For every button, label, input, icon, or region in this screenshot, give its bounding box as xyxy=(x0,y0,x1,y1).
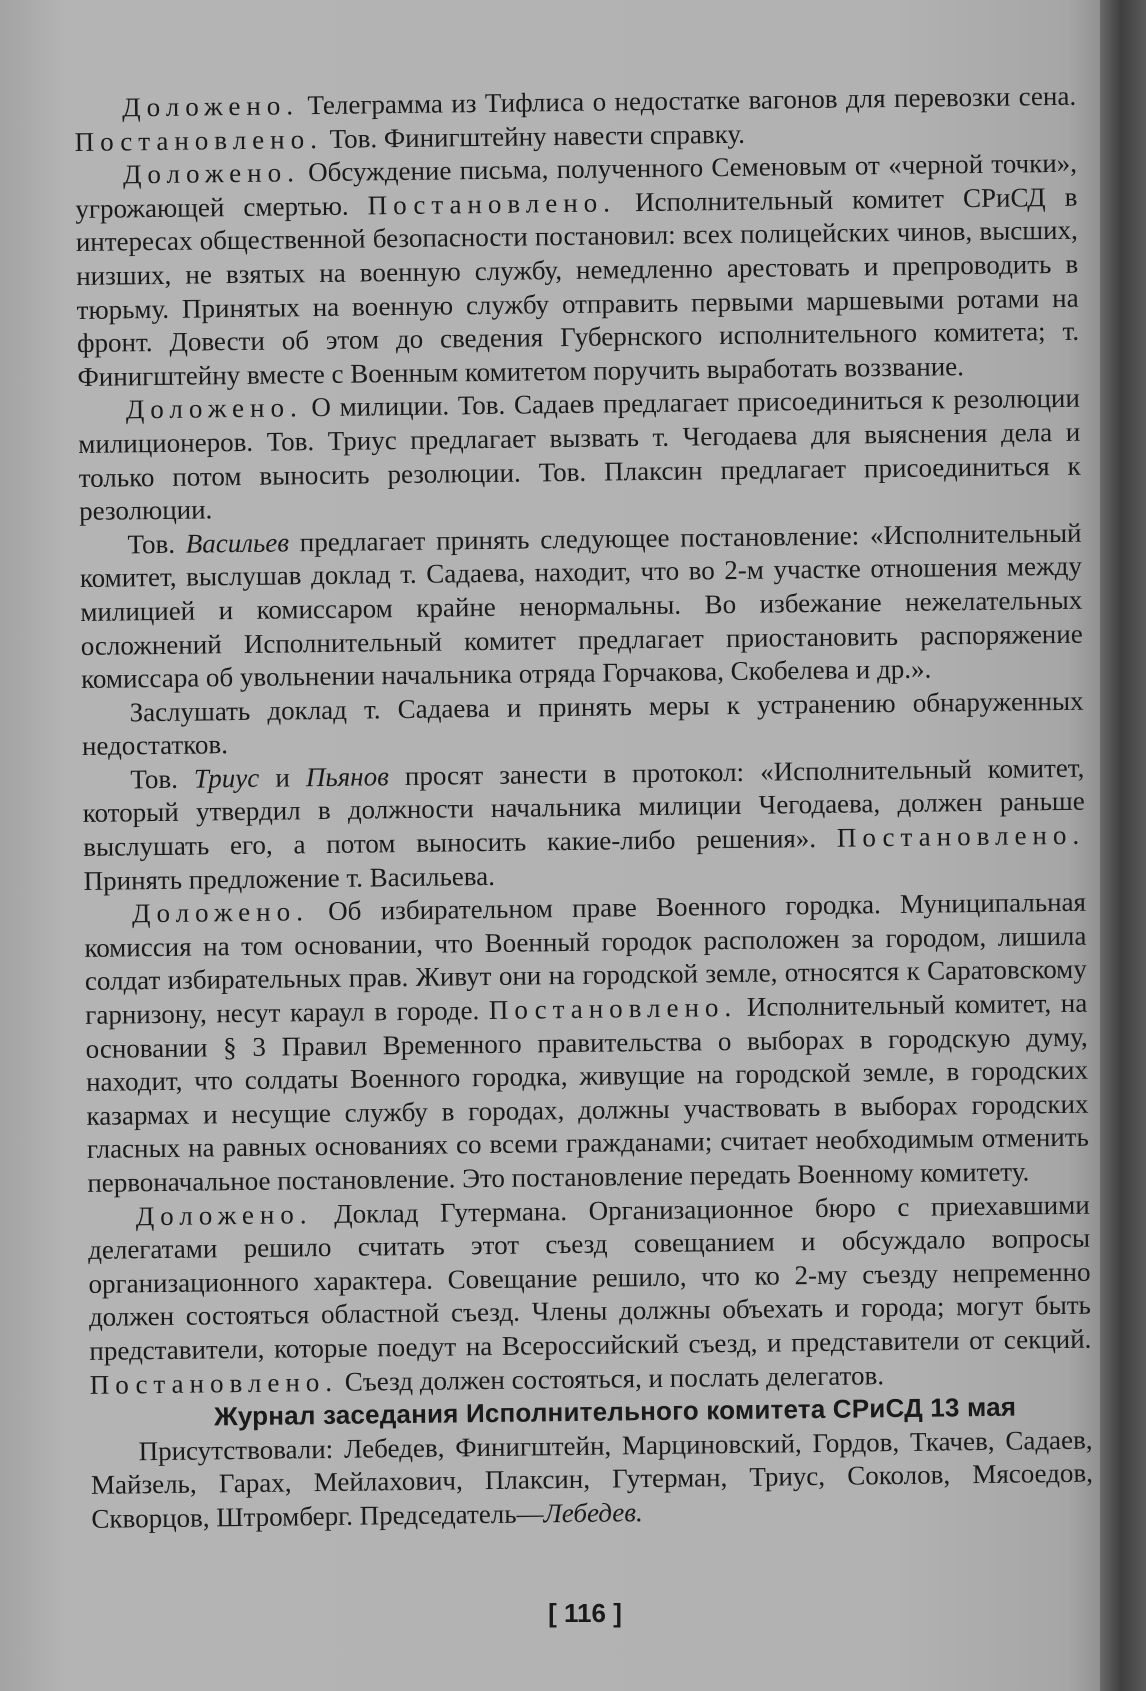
paragraph-voting-rights: Доложено. Об избирательном праве Военного городка. Муниципальная комиссия на том основании, что Военный городок расположен за городом, лишила солдат избирательных прав. Живут они на городской земле, относятся к Саратовскому гарнизону, несут караул в городе. Постановлено. Исполнительный комитет, на основании § 3 Правил Временного правительства о выборах в городскую думу, находит, что солдаты Военного городка, живущие на городской земле, в городских казармах и несущие службу в городах, должны участвовать в выборах городских гласных на равных основаниях со всеми гражданами; считает необходимым отменить первоначальное постановление. Это постановление передать Военному комитету. xyxy=(84,886,1090,1198)
chair-name: Лебедев. xyxy=(543,1497,643,1529)
paragraph-letter: Доложено. Обсуждение письма, полученного Семеновым от «черной точки», угрожающей смертью. Постановлено. Исполнительный комитет СРиСД в интересах общественной безопасности постановил: всех полицейских чинов, высших, низших, не взятых на военную службу, немедленно арестовать и препроводить в тюрьму. Принятых на военную службу отправить первыми маршевыми ротами на фронт. Довести об этом до сведения Губернского исполнительного комитета; т. Финигштейну вместе с Военным комитетом поручить выработать воззвание. xyxy=(75,147,1080,392)
book-binding-shadow xyxy=(1100,0,1146,1691)
name-italic: Триус xyxy=(193,762,260,794)
label-resolved: Постановлено. xyxy=(488,991,738,1026)
label-resolved: Постановлено. xyxy=(74,123,324,157)
label-reported: Доложено. xyxy=(122,90,300,123)
label-reported: Доложено. xyxy=(135,1198,313,1231)
paragraph-report: Заслушать доклад т. Садаева и принять меры к устранению обнаруженных недостатков. xyxy=(81,685,1084,762)
page-number: [ 116 ] xyxy=(548,1598,622,1628)
name-italic: Пьянов xyxy=(305,761,389,793)
paragraph-attendance: Присутствовали: Лебедев, Финигштейн, Марциновский, Гордов, Ткачев, Садаев, Майзель, Гарах, Мейлахович, Плаксин, Гутерман, Триус, Соколов, Мясоедов, Скворцов, Штромберг. Председатель—Лебедев. xyxy=(90,1424,1094,1534)
paragraph-guterman: Доложено. Доклад Гутермана. Организационное бюро с приехавшими делегатами решило считать этот съезд совещанием и обсуждало вопросы организационного характера. Совещание решило, что ко 2-му съезду непременно должен состояться областной съезд. Члены должны объехать и города; могут быть представители, которые поедут на Всероссийский съезд, и представители от секций. Постановлено. Съезд должен состояться, и послать делегатов. xyxy=(87,1189,1092,1400)
label-reported: Доложено. xyxy=(122,157,301,190)
page-text xyxy=(74,80,1094,1537)
name-italic: Васильев xyxy=(185,527,290,559)
label-resolved: Постановлено. xyxy=(836,819,1086,853)
paragraph-vasiliev: Тов. Васильев предлагает принять следующее постановление: «Исполнительный комитет, выслушав доклад т. Садаева, находит, что во 2-м участке отношения между милицией и комиссаром крайне ненормальны. Во избежание нежелательных осложнений Исполнительный комитет предлагает приостановить распоряжение комиссара об увольнении начальника отряда Горчакова, Скобелева и др.». xyxy=(79,517,1083,695)
label-resolved: Постановлено. xyxy=(367,187,617,221)
paragraph-telegram: Доложено. Телеграмма из Тифлиса о недостатке вагонов для перевозки сена. Постановлено. Тов. Финигштейну навести справку. xyxy=(74,80,1077,157)
label-reported: Доложено. xyxy=(125,392,303,425)
label-resolved: Постановлено. xyxy=(89,1366,339,1400)
label-reported: Доложено. xyxy=(131,896,310,929)
section-heading: Журнал заседания Исполнительного комитета СРиСД 13 мая xyxy=(213,1391,1017,1432)
paragraph-militia: Доложено. О милиции. Тов. Садаев предлагает присоединиться к резолюции милиционеров. Тов. Триус предлагает вызвать т. Чегодаева для выяснения дела и только потом выносить резолюции. Тов. Плаксин предлагает присоединиться к резолюции. xyxy=(78,383,1081,527)
paragraph-protocol: Тов. Триус и Пьянов просят занести в протокол: «Исполнительный комитет, который утвердил в должности начальника милиции Чегодаева, должен раньше выслушать его, а потом выносить какие-либо решения». Постановлено. Принять предложение т. Васильева. xyxy=(82,752,1086,896)
